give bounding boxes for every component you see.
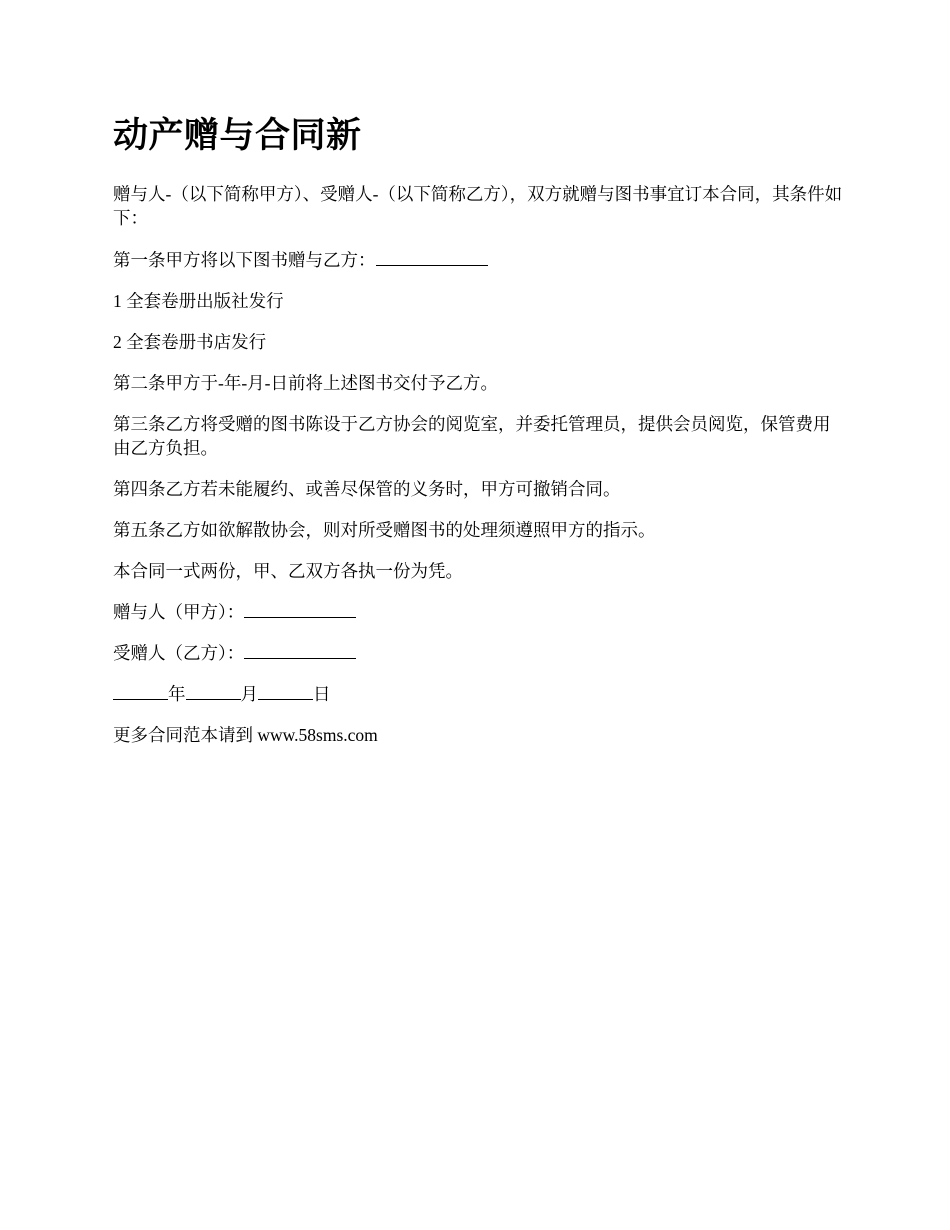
- intro-paragraph: 赠与人-（以下简称甲方）、受赠人-（以下简称乙方），双方就赠与图书事宜订本合同，其条件如下：: [113, 184, 843, 228]
- article-3: 第三条乙方将受赠的图书陈设于乙方协会的阅览室，并委托管理员，提供会员阅览，保管费用由乙方负担。: [113, 414, 831, 458]
- month-blank: [186, 682, 241, 700]
- document-title: 动产赠与合同新: [113, 116, 362, 156]
- footer-note: 更多合同范本请到 www.58sms.com: [113, 725, 378, 745]
- copies-clause: 本合同一式两份，甲、乙双方各执一份为凭。: [113, 561, 463, 581]
- donee-signature-blank: [244, 641, 356, 659]
- donee-label: 受赠人（乙方）：: [113, 643, 245, 663]
- donor-signature-line: [113, 600, 843, 624]
- document-page: [113, 112, 843, 764]
- donee-signature-line: [113, 641, 843, 665]
- article-2: 第二条甲方于-年-月-日前将上述图书交付予乙方。: [113, 373, 498, 393]
- year-label: 年: [168, 684, 186, 704]
- donor-signature-blank: [244, 600, 356, 618]
- book-item-2: 2 全套卷册书店发行: [113, 332, 267, 352]
- article-1: [113, 248, 843, 272]
- year-blank: [113, 682, 168, 700]
- date-line: [113, 682, 843, 706]
- day-label: 日: [313, 684, 331, 704]
- book-item-1: 1 全套卷册出版社发行: [113, 291, 284, 311]
- article-4: 第四条乙方若未能履约、或善尽保管的义务时，甲方可撤销合同。: [113, 479, 621, 499]
- article-5: 第五条乙方如欲解散协会，则对所受赠图书的处理须遵照甲方的指示。: [113, 520, 656, 540]
- article-1-text: 第一条甲方将以下图书赠与乙方：: [113, 250, 376, 270]
- day-blank: [258, 682, 313, 700]
- book-list-blank: [376, 248, 488, 266]
- donor-label: 赠与人（甲方）：: [113, 602, 245, 622]
- month-label: 月: [240, 684, 258, 704]
